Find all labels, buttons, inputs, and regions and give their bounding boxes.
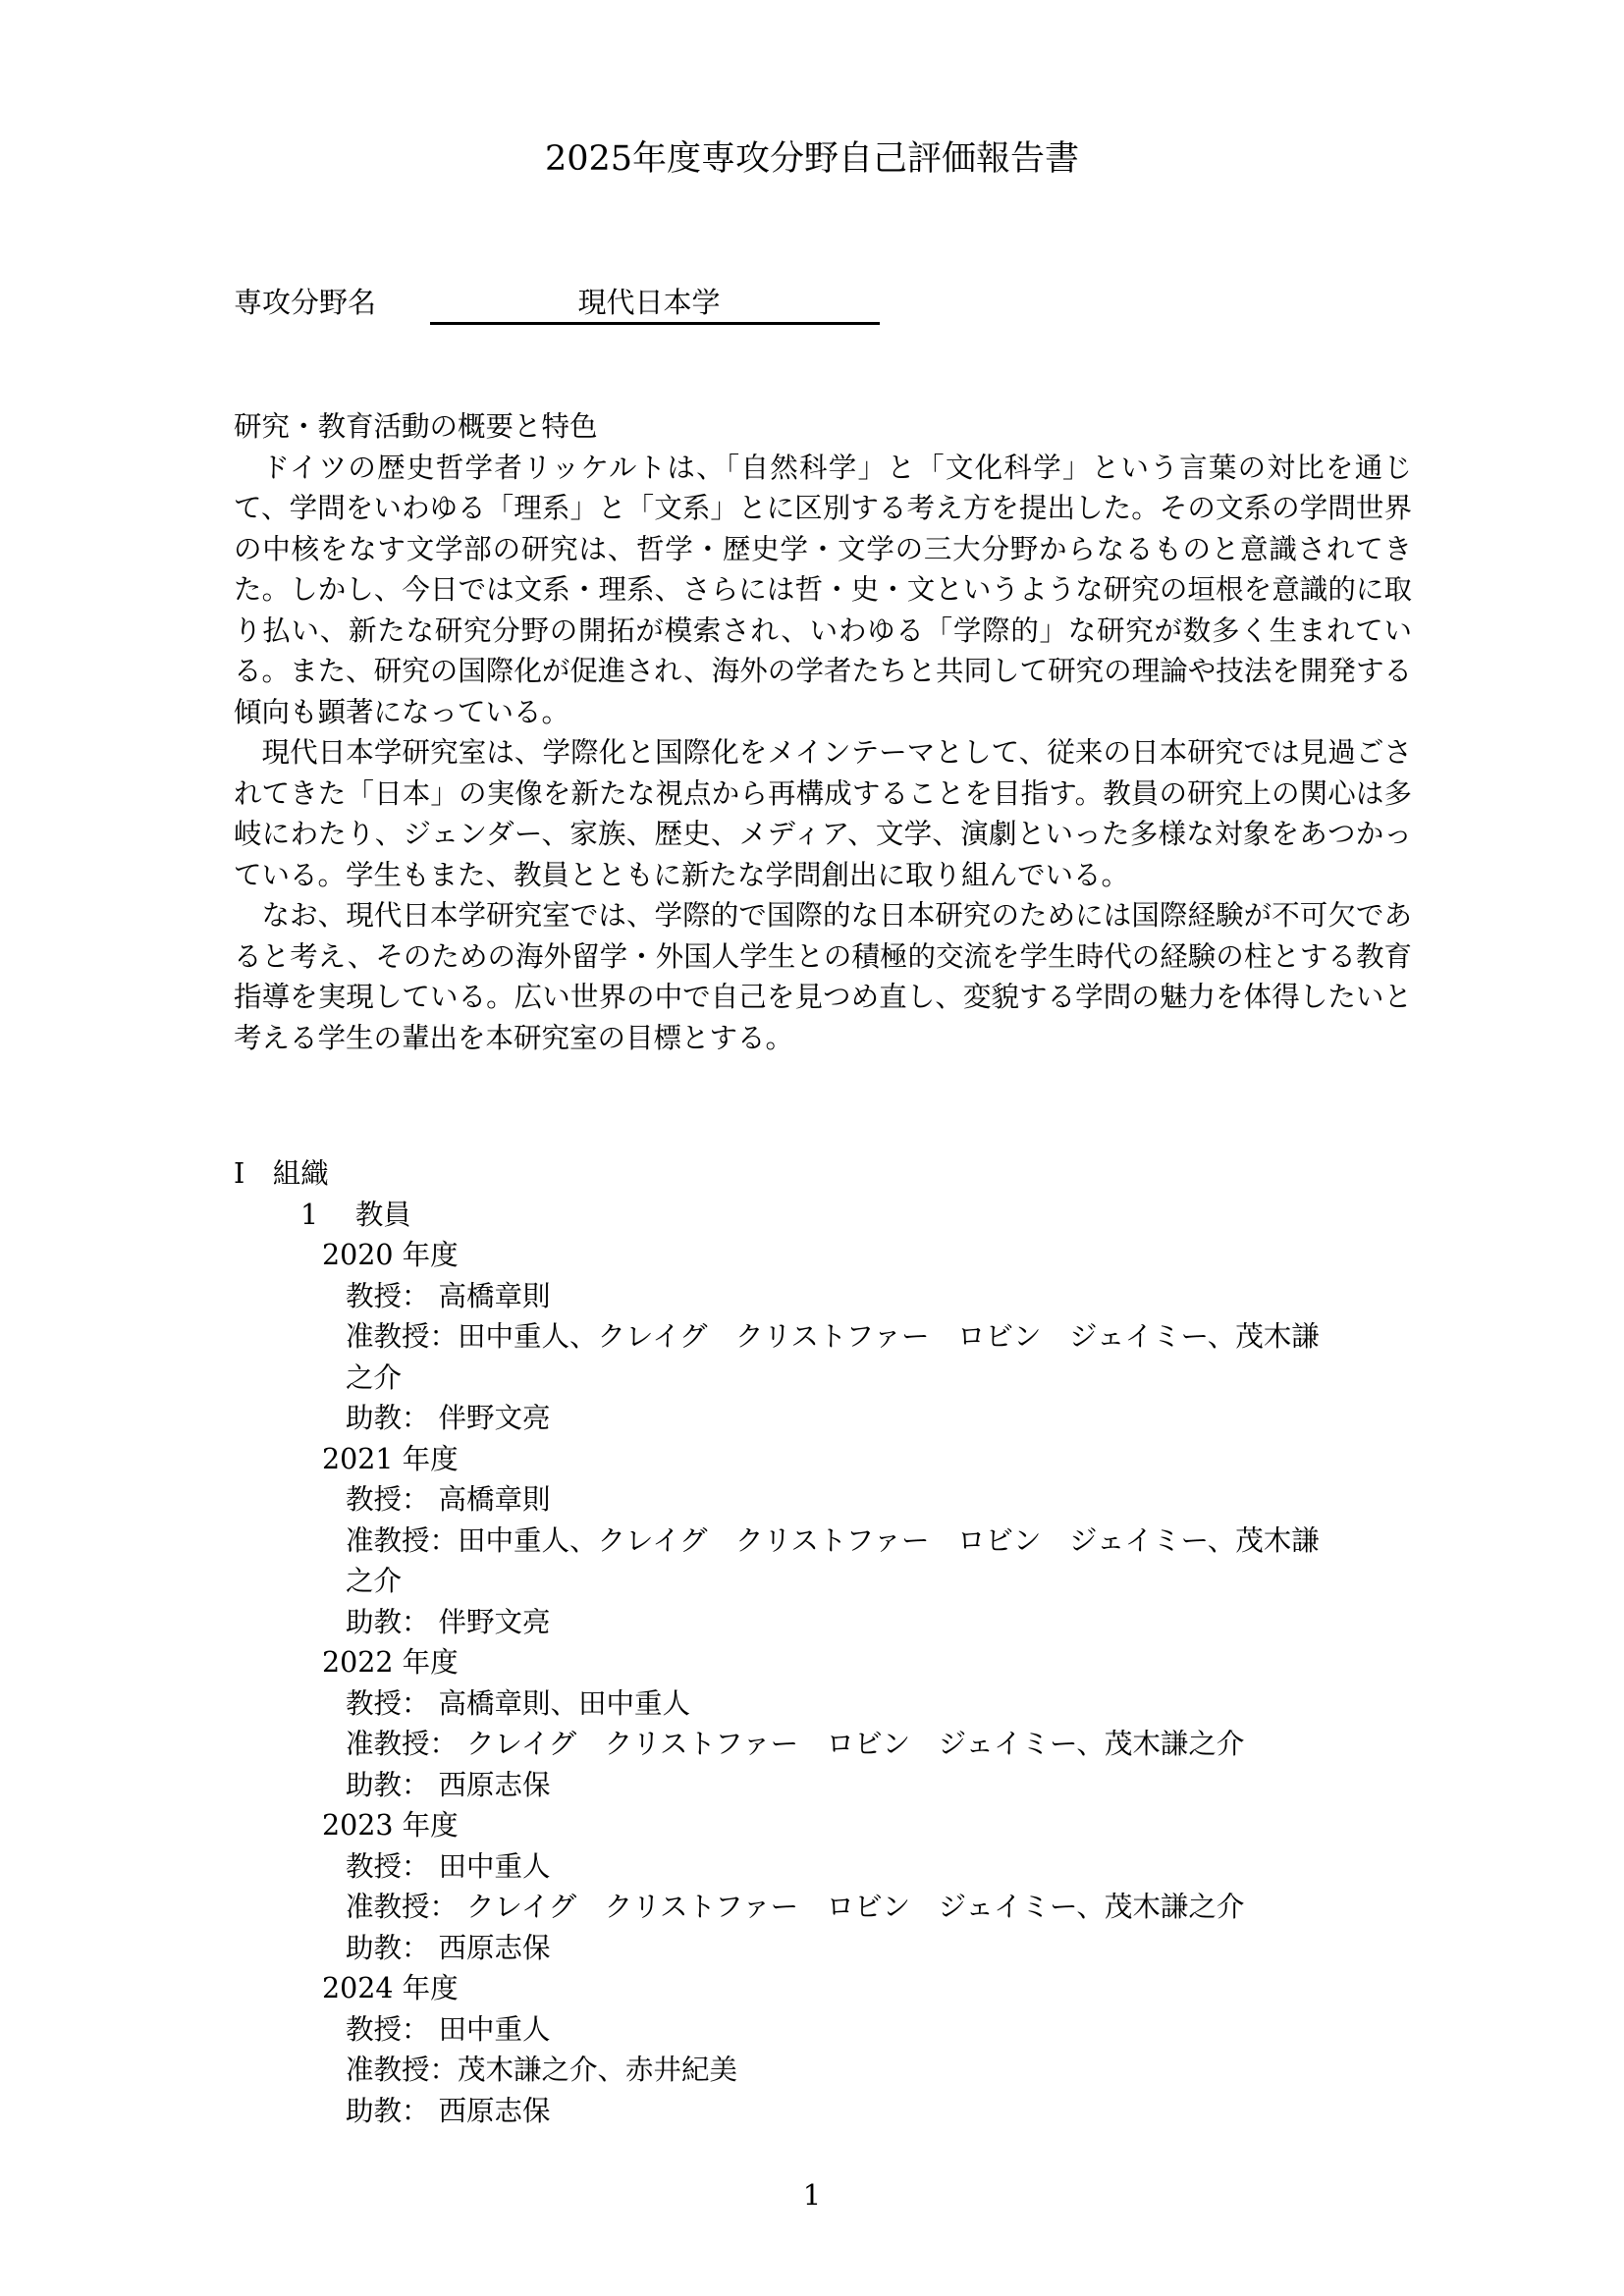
year-label: 2020 年度 — [322, 1239, 459, 1271]
year-label: 2024 年度 — [322, 1972, 459, 2004]
organization-section — [234, 1153, 1412, 2131]
faculty-heading: 1 教員 — [300, 1198, 411, 1231]
assistant-professor-line: 助教： 伴野文亮 — [346, 1402, 551, 1434]
faculty-year-2022 — [234, 1642, 1412, 1805]
faculty-year-2021 — [234, 1439, 1412, 1643]
assistant-professor-line: 助教： 伴野文亮 — [346, 1605, 551, 1638]
overview-paragraph-1: ドイツの歴史哲学者リッケルトは、「自然科学」と「文化科学」という言葉の対比を通じて、学問をいわゆる「理系」と「文系」とに区別する考え方を提出した。その文系の学問世界の中核をなす文学部の研究は、哲学・歴史学・文学の三大分野からなるものと意識されてきた。しかし、今日では文系・理系、さらには哲・史・文というような研究の垣根を意識的に取り払い、新たな研究分野の開拓が模索され、いわゆる「学際的」な研究が数多く生まれている。また、研究の国際化が促進され、海外の学者たちと共同して研究の理論や技法を開発する傾向も顕著になっている。 — [234, 451, 1412, 728]
overview-paragraph-3: なお、現代日本学研究室では、学際的で国際的な日本研究のためには国際経験が不可欠であると考え、そのための海外留学・外国人学生との積極的交流を学生時代の経験の柱とする教育指導を実現している。広い世界の中で自己を見つめ直し、変貌する学問の魅力を体得したいと考える学生の輩出を本研究室の目標とする。 — [234, 899, 1412, 1054]
professor-line: 教授： 高橋章則、田中重人 — [346, 1686, 691, 1720]
year-label: 2021 年度 — [322, 1442, 459, 1475]
assistant-professor-line: 助教： 西原志保 — [346, 1768, 551, 1801]
professor-line: 教授： 田中重人 — [346, 1849, 551, 1883]
associate-professor-line: 准教授：田中重人、クレイグ クリストファー ロビン ジェイミー、茂木謙之介 — [346, 1523, 1320, 1597]
overview-heading: 研究・教育活動の概要と特色 — [234, 410, 598, 443]
faculty-year-2024 — [234, 1968, 1412, 2131]
field-name-value: 現代日本学 — [430, 283, 880, 325]
year-label: 2022 年度 — [322, 1646, 459, 1679]
document-title: 2025年度専攻分野自己評価報告書 — [544, 139, 1080, 179]
year-label: 2023 年度 — [322, 1809, 459, 1842]
assistant-professor-line: 助教： 西原志保 — [346, 2094, 551, 2127]
associate-professor-line: 准教授：田中重人、クレイグ クリストファー ロビン ジェイミー、茂木謙之介 — [346, 1320, 1320, 1394]
professor-line: 教授： 田中重人 — [346, 2012, 551, 2046]
associate-professor-line: 准教授： クレイグ クリストファー ロビン ジェイミー、茂木謙之介 — [346, 1891, 1245, 1923]
assistant-professor-line: 助教： 西原志保 — [346, 1931, 551, 1964]
professor-line: 教授： 高橋章則 — [346, 1483, 551, 1516]
faculty-year-2020 — [234, 1235, 1412, 1439]
associate-professor-line: 准教授： クレイグ クリストファー ロビン ジェイミー、茂木謙之介 — [346, 1728, 1245, 1760]
faculty-year-2023 — [234, 1805, 1412, 1968]
overview-section — [234, 406, 1412, 1058]
organization-heading: I 組織 — [234, 1157, 329, 1190]
professor-line: 教授： 高橋章則 — [346, 1279, 551, 1312]
field-name-label: 専攻分野名 — [234, 286, 377, 319]
overview-paragraph-2: 現代日本学研究室は、学際化と国際化をメインテーマとして、従来の日本研究では見過ごされてきた「日本」の実像を新たな視点から再構成することを目指す。教員の研究上の関心は多岐にわたり、ジェンダー、家族、歴史、メディア、文学、演劇といった多様な対象をあつかっている。学生もまた、教員とともに新たな学問創出に取り組んでいる。 — [234, 736, 1412, 891]
associate-professor-line: 准教授：茂木謙之介、赤井紀美 — [346, 2054, 738, 2086]
page-number: 1 — [802, 2178, 822, 2212]
